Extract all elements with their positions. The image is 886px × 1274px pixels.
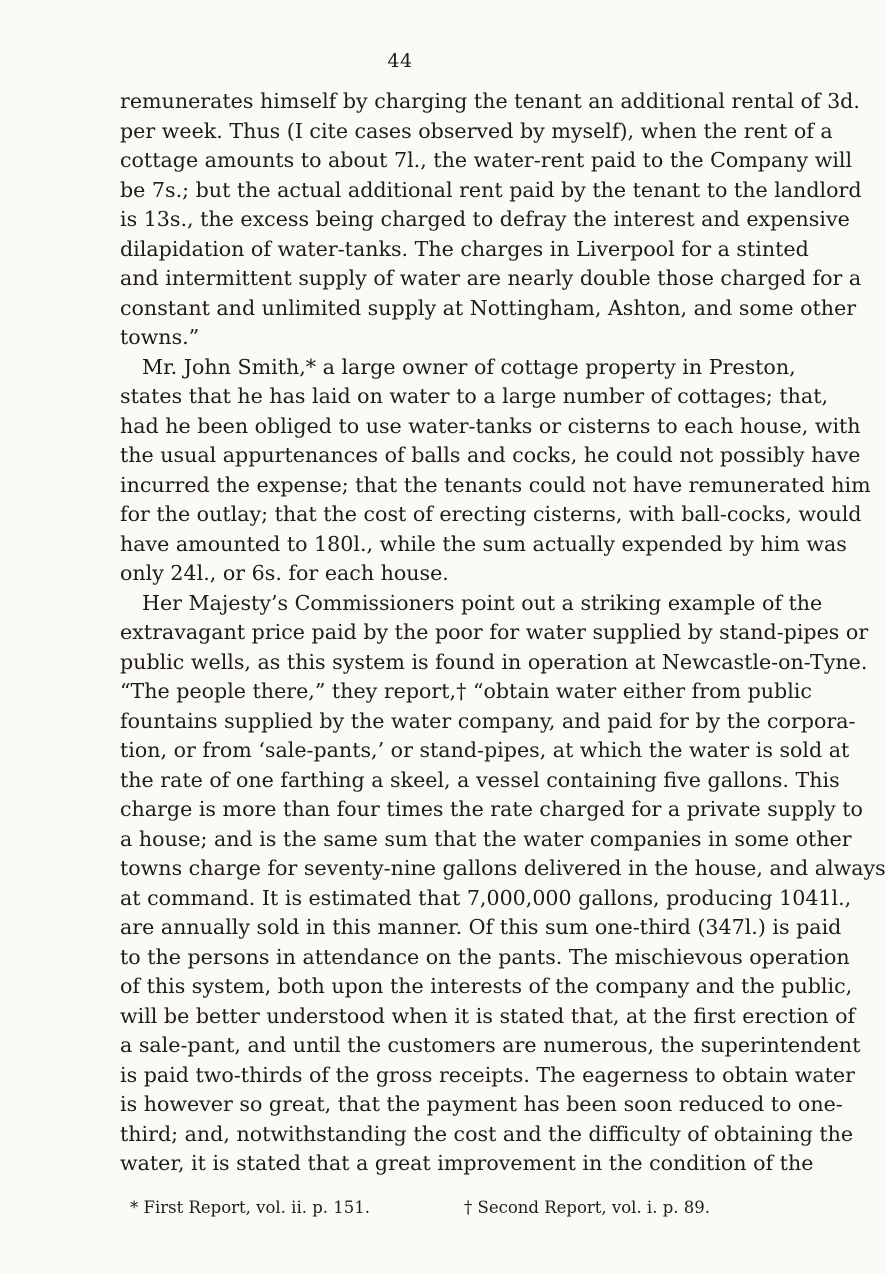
text-line: a sale-pant, and until the customers are numerous, the superintendent	[120, 1033, 861, 1057]
body-text	[120, 87, 886, 1179]
text-line: are annually sold in this manner. Of this sum one-third (347l.) is paid	[120, 915, 842, 939]
paragraph-start-line: Mr. John Smith,* a large owner of cottage property in Preston,	[142, 354, 796, 379]
text-line: states that he has laid on water to a large number of cottages; that,	[120, 384, 829, 408]
text-line: to the persons in attendance on the pants. The mischievous operation	[120, 944, 850, 969]
text-line: is 13s., the excess being charged to defray the interest and expensive	[120, 207, 850, 231]
text-line: tion, or from ‘sale-pants,’ or stand-pipes, at which the water is sold at	[120, 738, 850, 762]
text-line: per week. Thus (I cite cases observed by myself), when the rent of a	[120, 118, 833, 143]
text-line: towns.”	[120, 325, 200, 349]
text-line: and intermittent supply of water are nearly double those charged for a	[120, 266, 862, 290]
text-line: a house; and is the same sum that the water companies in some other	[120, 826, 852, 851]
text-line: had he been obliged to use water-tanks or cisterns to each house, with	[120, 413, 861, 438]
text-line: charge is more than four times the rate charged for a private supply to	[120, 797, 863, 821]
text-line: third; and, notwithstanding the cost and the difficulty of obtaining the	[120, 1121, 854, 1146]
text-line: incurred the expense; that the tenants could not have remunerated him	[120, 472, 871, 497]
text-line: is paid two-thirds of the gross receipts. The eagerness to obtain water	[120, 1062, 855, 1087]
page-number: 44	[387, 50, 413, 72]
text-line: extravagant price paid by the poor for water supplied by stand-pipes or	[120, 620, 869, 644]
text-line: “The people there,” they report,† “obtain water either from public	[120, 679, 812, 703]
text-line: dilapidation of water-tanks. The charges in Liverpool for a stinted	[120, 236, 809, 261]
text-line: constant and unlimited supply at Nottingham, Ashton, and some other	[120, 295, 857, 320]
text-line: of this system, both upon the interests of the company and the public,	[120, 974, 853, 998]
footnote-first-report: * First Report, vol. ii. p. 151.	[130, 1198, 370, 1217]
text-line: for the outlay; that the cost of erecting cisterns, with ball-cocks, would	[120, 502, 862, 526]
text-line: remunerates himself by charging the tenant an additional rental of 3d.	[120, 89, 860, 113]
text-line: fountains supplied by the water company, and paid for by the corpora-	[120, 708, 856, 733]
text-line: have amounted to 180l., while the sum actually expended by him was	[120, 531, 847, 556]
text-line: only 24l., or 6s. for each house.	[120, 561, 449, 585]
paragraph-start-line: Her Majesty’s Commissioners point out a striking example of the	[142, 590, 823, 615]
text-line: will be better understood when it is stated that, at the first erection of	[120, 1003, 856, 1028]
text-line: at command. It is estimated that 7,000,000 gallons, producing 1041l.,	[120, 885, 852, 910]
text-line: the usual appurtenances of balls and cocks, he could not possibly have	[120, 443, 861, 467]
footnotes	[130, 1198, 710, 1218]
text-line: is however so great, that the payment has been soon reduced to one-	[120, 1092, 843, 1116]
text-line: cottage amounts to about 7l., the water-rent paid to the Company will	[120, 148, 853, 172]
text-line: towns charge for seventy-nine gallons delivered in the house, and always	[120, 856, 886, 880]
text-line: be 7s.; but the actual additional rent paid by the tenant to the landlord	[120, 177, 862, 202]
text-line: water, it is stated that a great improvement in the condition of the	[120, 1151, 814, 1175]
text-line: public wells, as this system is found in operation at Newcastle-on-Tyne.	[120, 649, 868, 674]
text-line: the rate of one farthing a skeel, a vessel containing five gallons. This	[120, 767, 840, 792]
footnote-second-report: † Second Report, vol. i. p. 89.	[464, 1198, 710, 1217]
